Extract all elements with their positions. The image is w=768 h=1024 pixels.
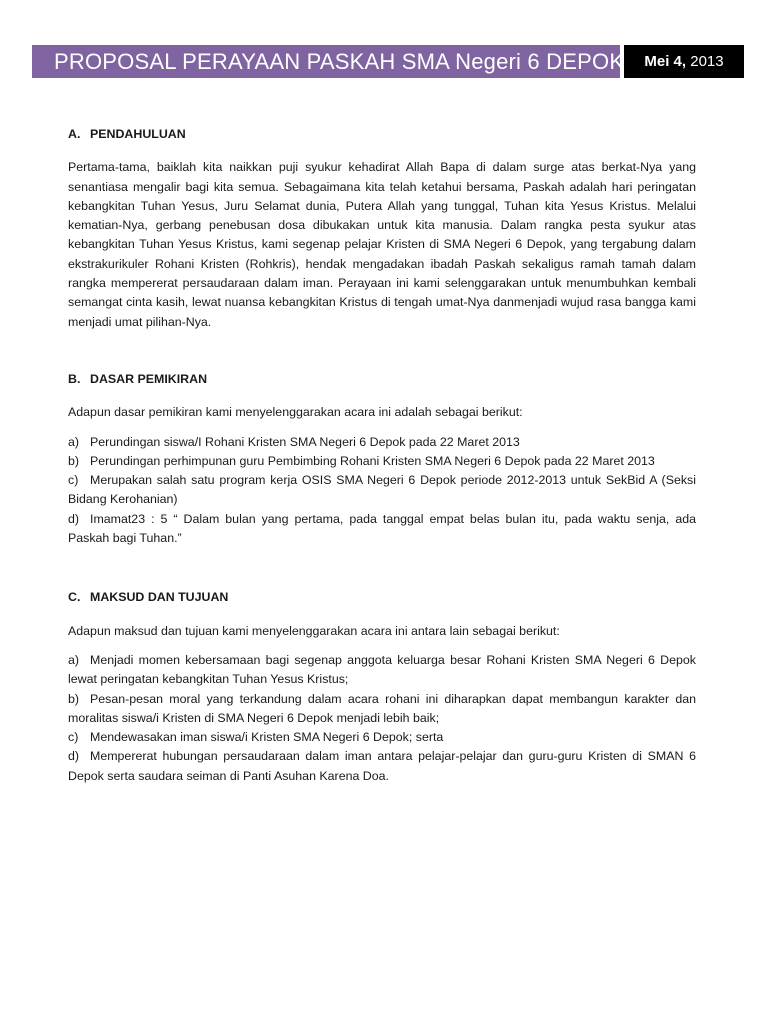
section-a-paragraph: Pertama-tama, baiklah kita naikkan puji syukur kehadirat Allah Bapa di dalam surge atas berkat-Nya yang senantiasa mengalir bagi kita semua. Sebagaimana kita telah ketahui bersama, Paskah adalah hari peringatan kebangkitan Tuhan Yesus, Juru Selamat dunia, Putera Allah yang tunggal, Tuhan kita Yesus Kristus. Melalui kematian-Nya, gerbang penebusan dosa dibukakan untuk kita manusia. Dalam rangka pesta syukur atas kebangkitan Tuhan Yesus Kristus, kami segenap pelajar Kristen di SMA Negeri 6 Depok, yang tergabung dalam ekstrakurikuler Rohani Kristen (Rohkris), hendak mengadakan ibadah Paskah sekaligus ramah tamah dalam rangka mempererat persaudaraan dalam iman. Perayaan ini kami selenggarakan untuk menumbuhkan kembali semangat cinta kasih, lewat nuansa kebangkitan Kristus di tengah umat-Nya danmenjadi wujud rasa bangga kami menjadi umat pilihan-Nya. bbox=[68, 160, 696, 329]
list-item bbox=[68, 728, 696, 747]
list-text: Perundingan siswa/I Rohani Kristen SMA Negeri 6 Depok pada 22 Maret 2013 bbox=[90, 434, 520, 449]
list-item bbox=[68, 452, 696, 471]
section-c-list bbox=[68, 651, 696, 786]
list-text: Menjadi momen kebersamaan bagi segenap anggota keluarga besar Rohani Kristen SMA Negeri 6 Depok lewat peringatan kebangkitan Tuhan Yesus Kristus; bbox=[68, 652, 696, 687]
list-marker: d) bbox=[68, 749, 80, 764]
section-a-heading bbox=[68, 125, 696, 144]
date-month-day: Mei 4, bbox=[644, 53, 687, 70]
section-b-heading bbox=[68, 370, 696, 389]
list-marker: c) bbox=[68, 473, 79, 488]
list-text: Mendewasakan iman siswa/i Kristen SMA Negeri 6 Depok; serta bbox=[90, 730, 444, 745]
list-item bbox=[68, 651, 696, 690]
list-text: Pesan-pesan moral yang terkandung dalam acara rohani ini diharapkan dapat membangun karakter dan moralitas siswa/i Kristen di SMA Negeri 6 Depok menjadi lebih baik; bbox=[68, 691, 696, 725]
list-item bbox=[68, 471, 696, 510]
section-a-title: PENDAHULUAN bbox=[90, 127, 186, 141]
section-c-title: MAKSUD DAN TUJUAN bbox=[90, 590, 229, 605]
list-marker: d) bbox=[68, 511, 80, 526]
section-b-letter: B. bbox=[68, 371, 81, 386]
date-year: 2013 bbox=[690, 53, 724, 70]
document-title-bar bbox=[32, 45, 625, 78]
section-b-list bbox=[68, 433, 696, 549]
section-c-heading bbox=[68, 588, 696, 607]
document-body bbox=[68, 125, 696, 786]
list-item bbox=[68, 690, 696, 729]
list-text: Merupakan salah satu program kerja OSIS SMA Negeri 6 Depok periode 2012-2013 untuk SekBid A (Seksi Bidang Kerohanian) bbox=[68, 473, 696, 507]
date-box bbox=[624, 45, 744, 78]
section-b-intro: Adapun dasar pemikiran kami menyelenggarakan acara ini adalah sebagai berikut: bbox=[68, 405, 523, 420]
section-a-letter: A. bbox=[68, 127, 81, 141]
list-marker: c) bbox=[68, 730, 79, 745]
list-marker: b) bbox=[68, 691, 80, 706]
list-text: Mempererat hubungan persaudaraan dalam iman antara pelajar-pelajar dan guru-guru Kristen di SMAN 6 Depok serta saudara seiman di Panti Asuhan Karena Doa. bbox=[68, 749, 696, 783]
list-marker: b) bbox=[68, 453, 80, 468]
document-title: PROPOSAL PERAYAAN PASKAH SMA Negeri 6 DEPOK bbox=[54, 49, 625, 74]
list-text: Imamat23 : 5 “ Dalam bulan yang pertama, pada tanggal empat belas bulan itu, pada waktu senja, ada Paskah bagi Tuhan.” bbox=[68, 511, 696, 546]
section-c-intro: Adapun maksud dan tujuan kami menyelenggarakan acara ini antara lain sebagai berikut: bbox=[68, 623, 560, 638]
list-item bbox=[68, 747, 696, 786]
section-c-letter: C. bbox=[68, 590, 81, 605]
list-marker: a) bbox=[68, 434, 80, 449]
section-b-title: DASAR PEMIKIRAN bbox=[90, 371, 208, 386]
list-marker: a) bbox=[68, 652, 80, 667]
list-item bbox=[68, 433, 696, 452]
list-item bbox=[68, 510, 696, 549]
list-text: Perundingan perhimpunan guru Pembimbing Rohani Kristen SMA Negeri 6 Depok pada 22 Maret 2013 bbox=[90, 453, 655, 468]
